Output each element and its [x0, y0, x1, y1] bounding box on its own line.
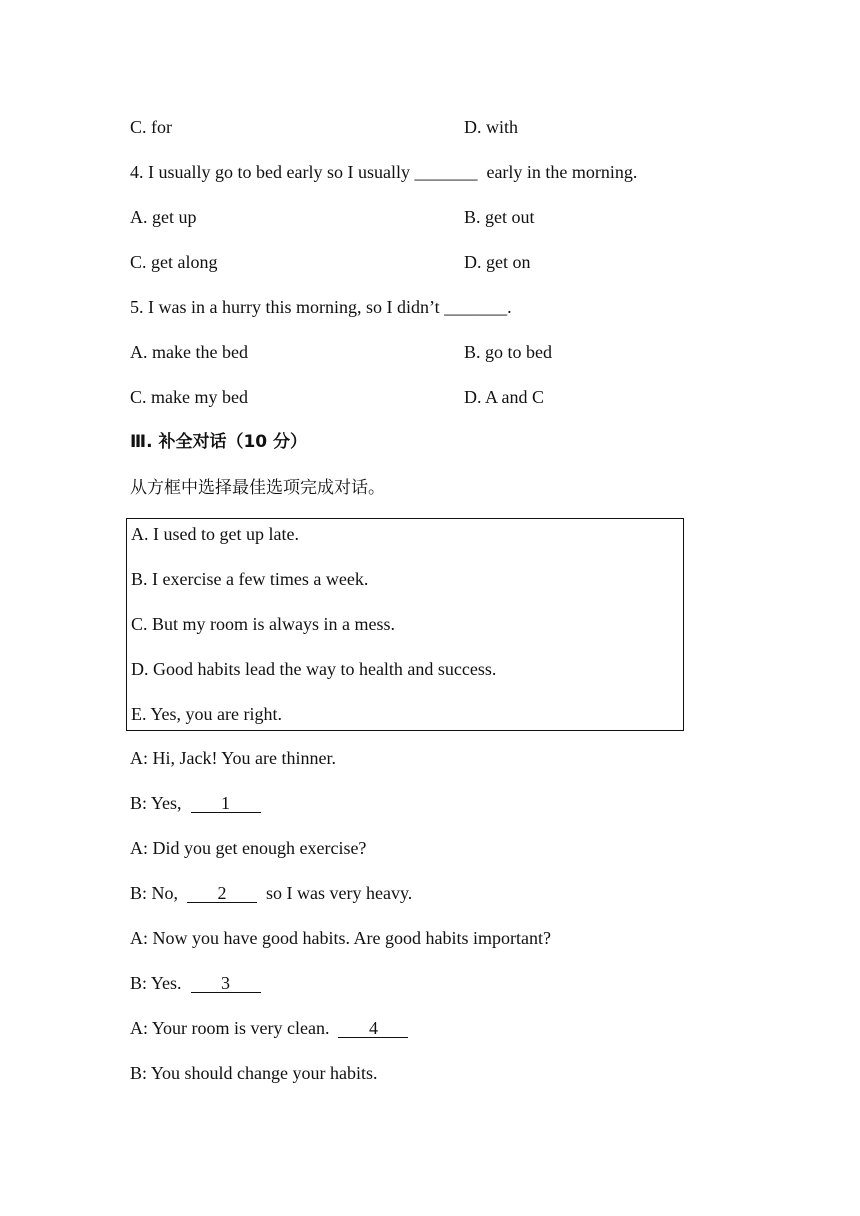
- q5-option-b: B. go to bed: [464, 342, 552, 362]
- q3-option-d: D. with: [464, 117, 518, 137]
- box-option-b: B. I exercise a few times a week.: [131, 569, 369, 589]
- answer-blank-2[interactable]: 2: [187, 884, 257, 903]
- dialogue-line-4: [130, 882, 412, 904]
- answer-blank-3[interactable]: 3: [191, 974, 261, 993]
- dialogue-line-6: [130, 972, 261, 994]
- q4-option-c: C. get along: [130, 252, 218, 272]
- box-option-c: C. But my room is always in a mess.: [131, 614, 395, 634]
- q4-option-b: B. get out: [464, 207, 535, 227]
- dialogue-line-8: B: You should change your habits.: [130, 1063, 378, 1083]
- q5-stem: 5. I was in a hurry this morning, so I didn’t _______.: [130, 297, 512, 317]
- q4-blank: _______: [414, 162, 478, 182]
- answer-blank-4[interactable]: 4: [338, 1019, 408, 1038]
- dialogue-line-4-prefix: B: No,: [130, 883, 188, 903]
- dialogue-line-3: A: Did you get enough exercise?: [130, 838, 367, 858]
- q4-option-d: D. get on: [464, 252, 531, 272]
- dialogue-line-1: A: Hi, Jack! You are thinner.: [130, 748, 336, 768]
- dialogue-line-7-prefix: A: Your room is very clean.: [130, 1018, 339, 1038]
- section-3-title: Ⅲ. 补全对话（10 分）: [130, 432, 308, 452]
- q5-option-d: D. A and C: [464, 387, 545, 407]
- dialogue-line-5: A: Now you have good habits. Are good habits important?: [130, 928, 551, 948]
- dialogue-line-2: [130, 792, 261, 814]
- dialogue-line-2-prefix: B: Yes,: [130, 793, 191, 813]
- q4-stem-before: 4. I usually go to bed early so I usually: [130, 162, 415, 182]
- options-box: [126, 518, 684, 731]
- q4-stem-after: early in the morning.: [477, 162, 638, 182]
- dialogue-line-7: [130, 1017, 408, 1039]
- q3-option-c: C. for: [130, 117, 172, 137]
- answer-blank-1[interactable]: 1: [191, 794, 261, 813]
- q5-option-a: A. make the bed: [130, 342, 248, 362]
- dialogue-line-4-suffix: so I was very heavy.: [257, 883, 413, 903]
- box-option-e: E. Yes, you are right.: [131, 704, 282, 724]
- q4-option-a: A. get up: [130, 207, 197, 227]
- dialogue-line-6-prefix: B: Yes.: [130, 973, 191, 993]
- section-3-instruction: 从方框中选择最佳选项完成对话。: [130, 478, 385, 498]
- q4-stem: [130, 161, 637, 183]
- q5-option-c: C. make my bed: [130, 387, 248, 407]
- box-option-d: D. Good habits lead the way to health and success.: [131, 659, 497, 679]
- box-option-a: A. I used to get up late.: [131, 524, 299, 544]
